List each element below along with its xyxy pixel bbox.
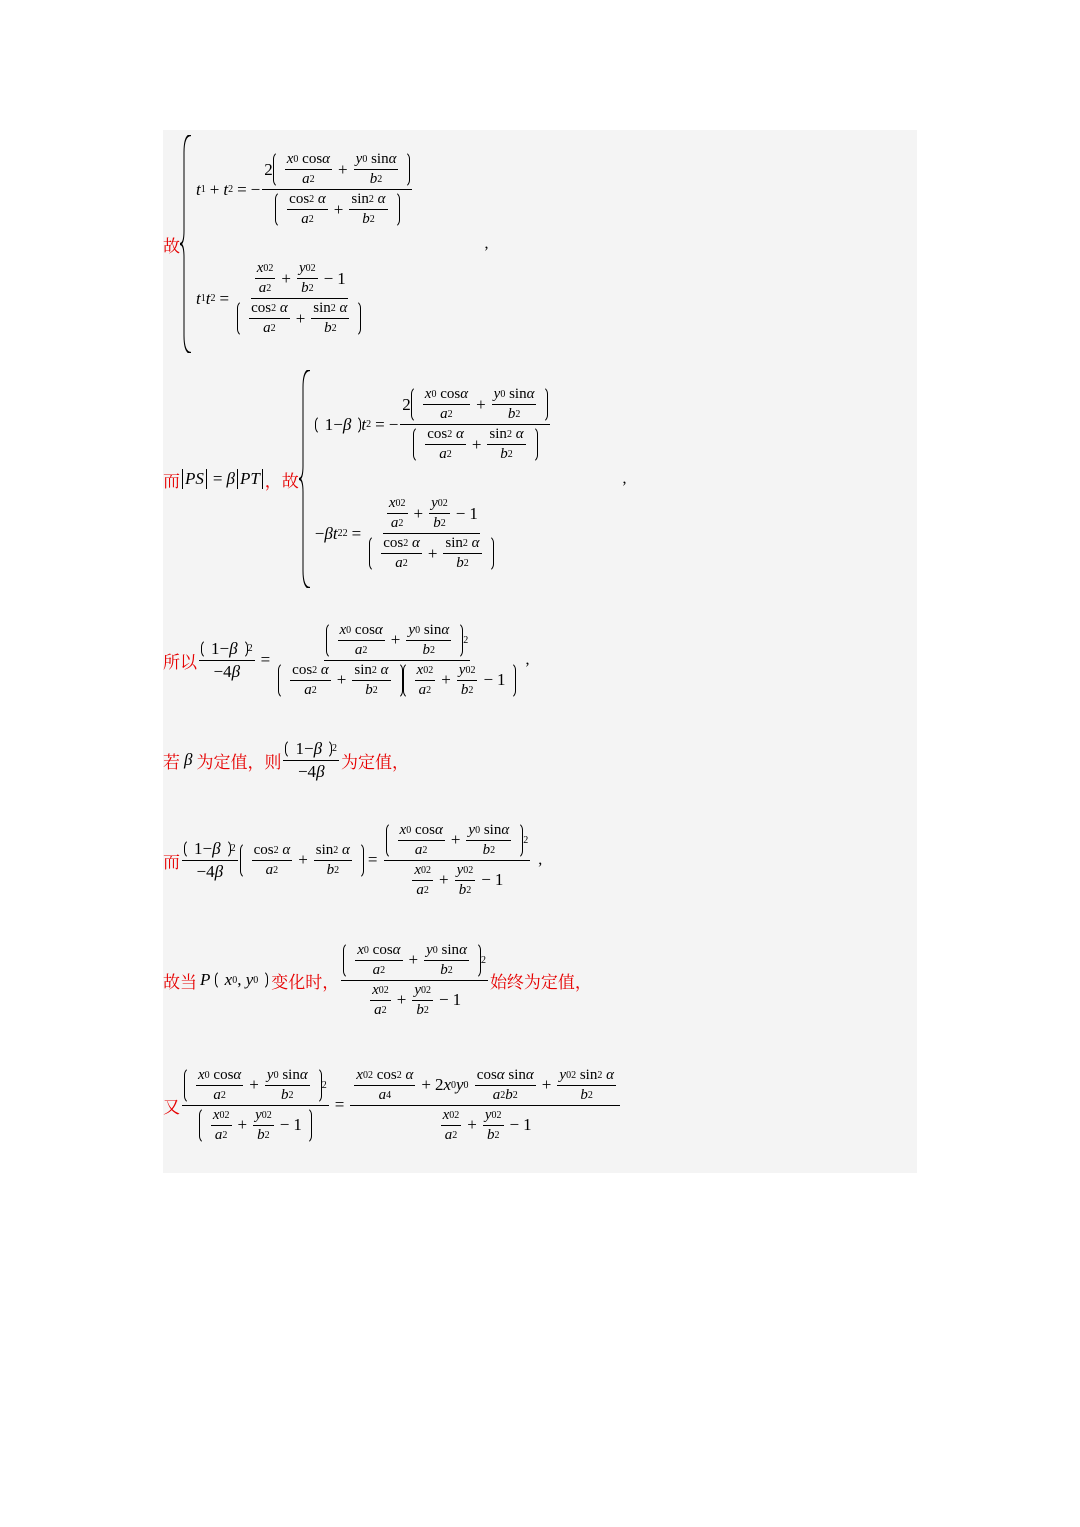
eq-1-beta-t2: 1− β t 2 = − 2 x 0 cos α a 2 + y 0 sin α b 2 cos 2 α a 2 + sin 2 α b 2 <box>315 386 553 463</box>
block-you <box>163 1045 622 1165</box>
eq-product-result: 1− β 2 −4 β cos 2 α a 2 + sin 2 α b 2 = x 0 cos α a 2 + y 0 sin α b 2 2 x 0 2 a 2 + y 0 2 b 2 − 1 <box>180 822 532 899</box>
label-gu2: 故 <box>281 471 299 492</box>
eq-expansion: x 0 cos α a 2 + y 0 sin α b 2 2 x 0 2 a 2 + y 0 2 b 2 − 1 = x 0 2 cos 2 α a 4 + 2 x 0 y 0 cos α sin α a 2 b 2 + y 0 2 sin 2 α b 2 x 0 2 a 2 + y 0 2 b 2 − 1 <box>180 1067 622 1144</box>
label-you: 又 <box>163 1097 180 1118</box>
block-sum-product: 故 t 1 + t 2 = − 2 x 0 cos α a 2 + y 0 sin α b 2 cos 2 α a 2 + sin 2 α b 2 t 1 t 2 = x 0 2 a 2 + y 0 2 b 2 − 1 cos 2 α a 2 + sin 2 α b 2 , <box>163 135 488 353</box>
block-gudang: 故当 P x 0 , y 0 变化时， x 0 cos α a 2 + y 0 sin α b 2 2 x 0 2 a 2 + y 0 2 b 2 − 1 始终为定值， <box>163 941 592 1018</box>
block-ratio-system: 而 PS = β PT ， 故 1− β t 2 = − 2 x 0 cos α a 2 + y 0 sin α b 2 cos 2 α a 2 + sin 2 α b 2 − β t 2 2 = x 0 2 a 2 + y 0 2 b 2 − 1 cos 2 α a 2 + sin 2 α b 2 , <box>163 370 626 588</box>
beta-symbol: β <box>184 750 193 769</box>
equation-system <box>196 135 414 353</box>
left-brace <box>299 370 311 588</box>
equation-system <box>315 370 553 588</box>
eq-neg-beta-t2sq: − β t 2 2 = x 0 2 a 2 + y 0 2 b 2 − 1 cos 2 α a 2 + sin 2 α b 2 <box>315 495 553 572</box>
left-brace <box>180 135 192 353</box>
block-ruo: 若 β 为定值， 则 1− β 2 −4 β 为定值， <box>163 738 410 781</box>
block-suoyi: 所以 1− β 2 −4 β = x 0 cos α a 2 + y 0 sin α b 2 2 cos 2 α a 2 + sin 2 α b 2 x 0 2 a 2 + y 0 2 b 2 − 1 , <box>163 621 530 698</box>
eq-t1-t2: t 1 t 2 = x 0 2 a 2 + y 0 2 b 2 − 1 cos 2 α a 2 + sin 2 α b 2 <box>196 260 414 337</box>
point-p: P x 0 , y 0 <box>200 970 268 990</box>
eq-invariant: x 0 cos α a 2 + y 0 sin α b 2 2 x 0 2 a 2 + y 0 2 b 2 − 1 <box>339 942 490 1019</box>
block-er: 而 1− β 2 −4 β cos 2 α a 2 + sin 2 α b 2 = x 0 cos α a 2 + y 0 sin α b 2 2 x 0 2 a 2 + y 0 2 b 2 − 1 , <box>163 821 543 898</box>
eq-ratio-result: 1− β 2 −4 β = x 0 cos α a 2 + y 0 sin α b 2 2 cos 2 α a 2 + sin 2 α b 2 x 0 2 a 2 + y 0 2 b 2 − 1 <box>197 622 520 699</box>
label-ruo: 若 <box>163 752 180 773</box>
label-er: 而 <box>163 852 180 873</box>
eq-ps-pt: PS = β PT <box>180 469 265 489</box>
label-suoyi: 所以 <box>163 652 197 673</box>
label-er-given: 而 <box>163 471 180 492</box>
eq-t1-plus-t2: t 1 + t 2 = − 2 x 0 cos α a 2 + y 0 sin α b 2 cos 2 α a 2 + sin 2 α b 2 <box>196 151 414 228</box>
label-gu: 故 <box>163 236 180 257</box>
label-gu-dang: 故当 <box>163 972 197 993</box>
eq-beta-ratio: 1− β 2 −4 β <box>281 739 341 782</box>
document-page <box>163 130 917 1173</box>
